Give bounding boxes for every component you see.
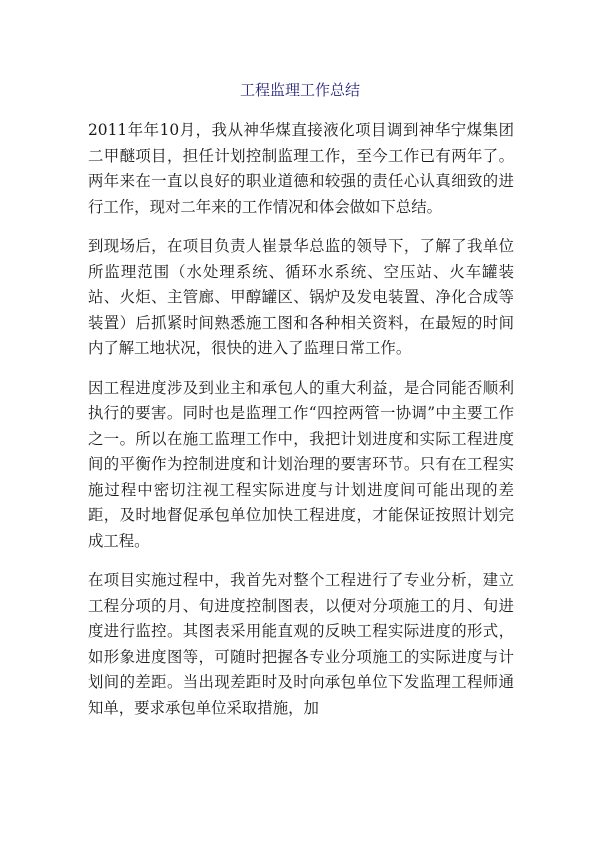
document-body [88, 118, 514, 735]
paragraph: 因工程进度涉及到业主和承包人的重大利益，是合同能否顺利执行的要害。同时也是监理工作“四控两管一协调”中主要工作之一。所以在施工监理工作中，我把计划进度和实际工程进度间的平衡作为控制进度和计划治理的要害环节。只有在工程实施过程中密切注视工程实际进度与计划进度间可能出现的差距，及时地督促承包单位加快工程进度，才能保证按照计划完成工程。 [88, 378, 514, 550]
document-title: 工程监理工作总结 [239, 81, 360, 99]
paragraph: 在项目实施过程中，我首先对整个工程进行了专业分析，建立工程分项的月、旬进度控制图表，以便对分项施工的月、旬进度进行监控。其图表采用能直观的反映工程实际进度的形式，如形象进度图等，可随时把握各专业分项施工的实际进度与计划间的差距。当出现差距时及时向承包单位下发监理工程师通知单，要求承包单位采取措施，加 [88, 571, 514, 717]
paragraph: 2011年年10月，我从神华煤直接液化项目调到神华宁煤集团二甲醚项目，担任计划控制监理工作，至今工作已有两年了。两年来在一直以良好的职业道德和较强的责任心认真细致的进行工作，现对二年来的工作情况和体会做如下总结。 [88, 121, 514, 216]
paragraph: 到现场后，在项目负责人崔景华总监的领导下，了解了我单位所监理范围（水处理系统、循环水系统、空压站、火车罐装站、火炬、主管廊、甲醇罐区、锅炉及发电装置、净化合成等装置）后抓紧时间熟悉施工图和各种相关资料，在最短的时间内了解工地状况，很快的进入了监理日常工作。 [88, 237, 514, 357]
